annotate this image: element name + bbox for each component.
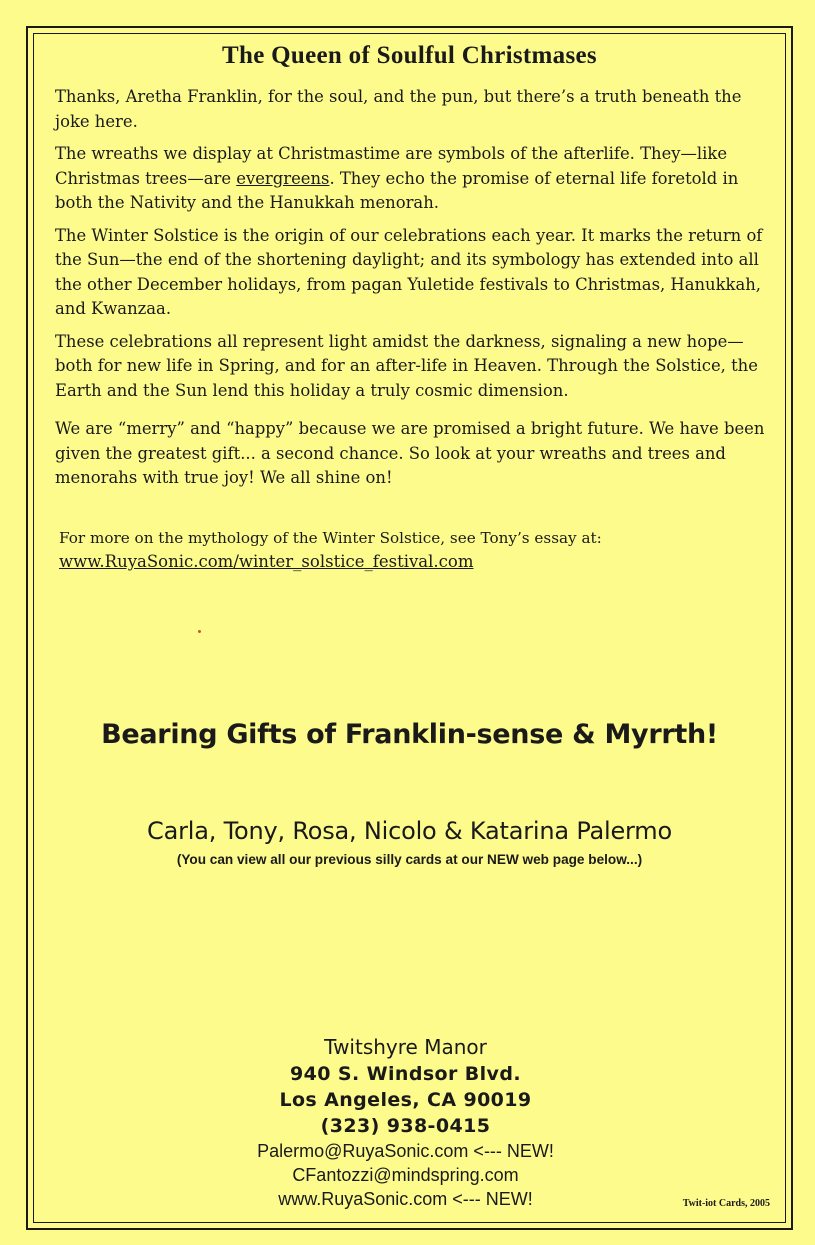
website-link[interactable]: www.RuyaSonic.com <--- NEW! xyxy=(278,1189,533,1209)
address-block xyxy=(33,1034,778,1211)
evergreens-underlined: evergreens xyxy=(236,168,330,188)
paragraph-solstice: The Winter Solstice is the origin of our celebrations each year. It marks the return of the Sun—the end of the shortening daylight; and its symbology has extended into all the other December holidays, from pagan Yuletide festivals to Christmas, Hanukkah, and Kwanzaa. xyxy=(55,225,763,318)
email-mindspring[interactable]: CFantozzi@mindspring.com xyxy=(292,1165,519,1185)
phone-number: (323) 938-0415 xyxy=(320,1115,491,1137)
paragraph-wreaths xyxy=(55,142,765,216)
paragraph-wreaths-start: The wreaths we display at Christmastime are symbols of the afterlife. They—like Christmas trees—are xyxy=(55,144,728,188)
greeting-headline: Bearing Gifts of Franklin-sense & Myrrth! xyxy=(101,719,718,750)
essay-link[interactable]: www.RuyaSonic.com/winter_solstice_festival.com xyxy=(59,552,474,571)
city-state-zip: Los Angeles, CA 90019 xyxy=(279,1089,532,1111)
card-credit: Twit-iot Cards, 2005 xyxy=(682,1198,770,1209)
street-address: 940 S. Windsor Blvd. xyxy=(290,1063,521,1085)
manor-name: Twitshyre Manor xyxy=(324,1035,487,1059)
paragraph-aretha: Thanks, Aretha Franklin, for the soul, and the pun, but there’s a truth beneath the joke here. xyxy=(55,87,742,131)
email-ruyasonic[interactable]: Palermo@RuyaSonic.com <--- NEW! xyxy=(257,1141,554,1161)
page-title: The Queen of Soulful Christmases xyxy=(222,42,597,69)
web-page-note: (You can view all our previous silly cards at our NEW web page below...) xyxy=(176,852,643,867)
speck-mark xyxy=(198,630,201,633)
paragraph-merry: We are “merry” and “happy” because we are promised a bright future. We have been given the greatest gift... a second chance. So look at your wreaths and trees and menorahs with true joy! We all shine on! xyxy=(55,419,765,487)
essay-body xyxy=(55,85,765,499)
paragraph-wreaths-end: . They echo the promise of eternal life foretold in both the Nativity and the Hanukkah menorah. xyxy=(55,168,739,212)
more-info-text: For more on the mythology of the Winter Solstice, see Tony’s essay at: xyxy=(59,529,602,547)
family-names: Carla, Tony, Rosa, Nicolo & Katarina Palermo xyxy=(147,817,672,845)
paragraph-celebrations: These celebrations all represent light amidst the darkness, signaling a new hope—both for new life in Spring, and for an after-life in Heaven. Through the Solstice, the Earth and the Sun lend this holiday a truly cosmic dimension. xyxy=(55,331,758,400)
more-info xyxy=(59,527,759,573)
